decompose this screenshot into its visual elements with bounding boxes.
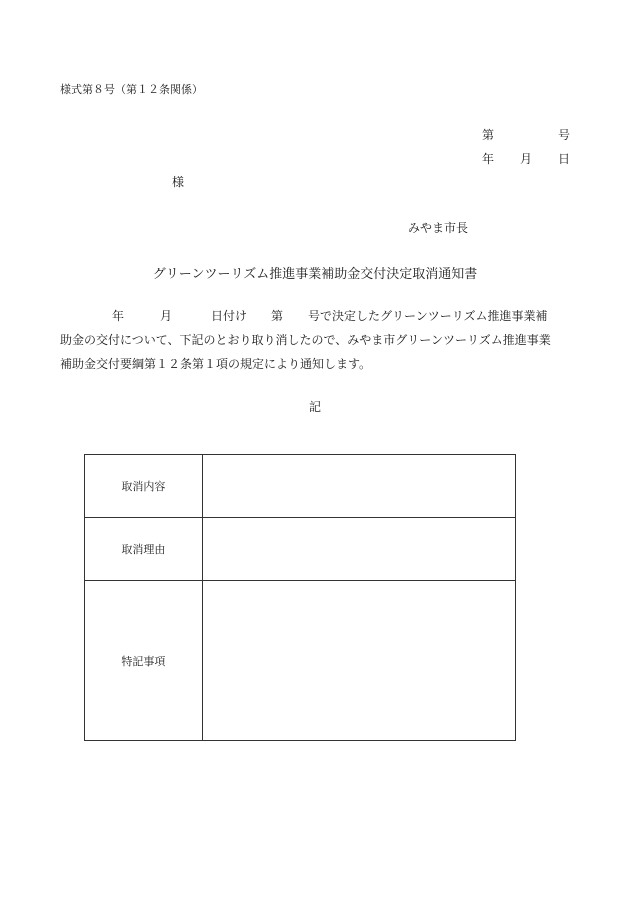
ki-heading: 記 [308,400,321,414]
body-day: 日付け [211,309,248,323]
body-line-1-rest: 号で決定したグリーンツーリズム推進事業補 [308,309,548,323]
table-row [85,518,516,581]
row-value-cancel-reason[interactable] [202,518,515,581]
form-number: 様式第８号（第１２条関係） [60,83,203,96]
date-month: 月 [520,152,533,166]
date-day: 日 [558,152,571,166]
body-line-3: 補助金交付要綱第１２条第１項の規定により通知します。 [60,357,372,371]
row-value-special-notes[interactable] [202,581,515,741]
body-month: 月 [160,309,173,323]
doc-number-prefix: 第 [482,128,495,142]
sender: みやま市長 [408,221,469,235]
document-title: グリーンツーリズム推進事業補助金交付決定取消通知書 [152,267,478,282]
cancellation-table [84,454,516,741]
addressee: 様 [172,175,185,189]
body-line-2: 助金の交付について、下記のとおり取り消したので、みやま市グリーンツーリズム推進事業 [60,333,551,347]
body-dai: 第 [271,309,284,323]
table-row [85,455,516,518]
body-year: 年 [112,309,125,323]
row-label-cancel-reason: 取消理由 [85,518,203,581]
row-label-cancel-content: 取消内容 [85,455,203,518]
table-row [85,581,516,741]
doc-number-suffix: 号 [558,128,571,142]
date-year: 年 [482,152,495,166]
row-label-special-notes: 特記事項 [85,581,203,741]
row-value-cancel-content[interactable] [202,455,515,518]
